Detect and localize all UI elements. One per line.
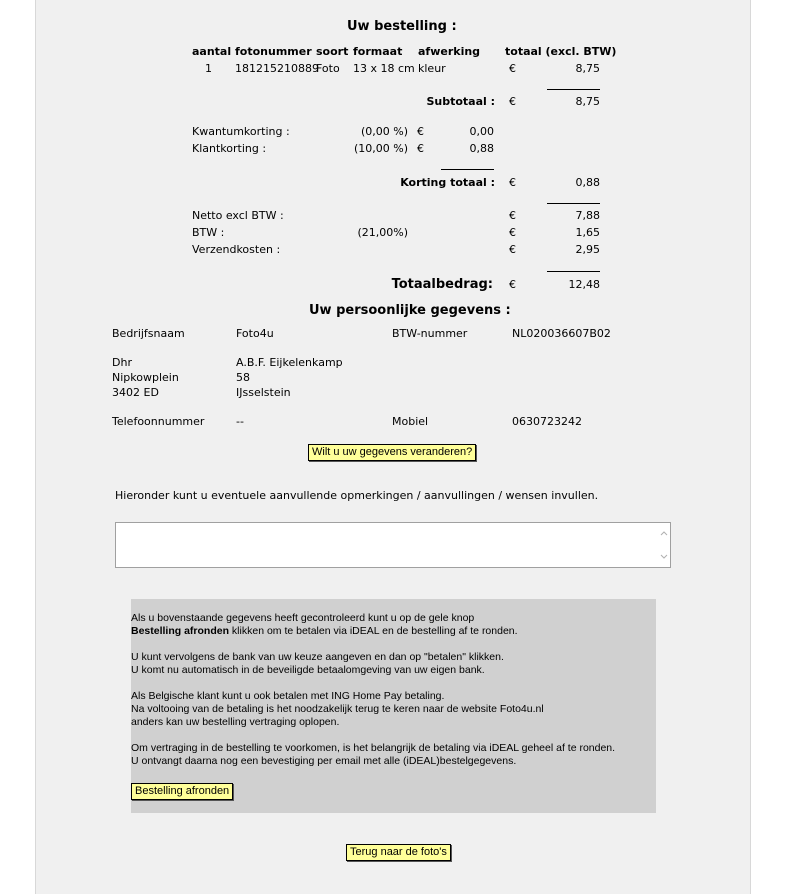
remarks-textarea[interactable] <box>115 522 671 568</box>
discount-total-label: Korting totaal : <box>400 176 495 189</box>
company-label: Bedrijfsnaam <box>112 327 185 340</box>
remarks-label: Hieronder kunt u eventuele aanvullende opmerkingen / aanvullingen / wensen invullen. <box>115 489 599 502</box>
info-line: U komt nu automatisch in de beveiligde betaalomgeving van uw eigen bank. <box>131 664 485 676</box>
mobile-label: Mobiel <box>392 415 429 428</box>
mobile-value: 0630723242 <box>512 415 582 428</box>
grand-total-value: 12,48 <box>568 278 600 291</box>
house-number: 58 <box>236 371 250 384</box>
info-line: U kunt vervolgens de bank van uw keuze aangeven en dan op "betalen" klikken. <box>131 651 504 663</box>
info-line: Als u bovenstaande gegevens heeft gecontroleerd kunt u op de gele knop <box>131 612 475 624</box>
discount-value: 0,00 <box>469 125 494 138</box>
city: IJsselstein <box>236 386 291 399</box>
grand-total-label: Totaalbedrag: <box>391 277 493 292</box>
shipping-label: Verzendkosten : <box>192 243 281 256</box>
change-details-button[interactable]: Wilt u uw gegevens veranderen? <box>308 444 476 461</box>
info-line: U ontvangt daarna nog een bevestiging per email met alle (iDEAL)bestelgegevens. <box>131 755 517 767</box>
row-fotonummer: 181215210889 <box>235 62 319 75</box>
info-line: anders kan uw bestelling vertraging oplopen. <box>131 716 340 728</box>
salutation: Dhr <box>112 356 132 369</box>
finish-order-button[interactable]: Bestelling afronden <box>131 783 233 800</box>
shipping-currency: € <box>509 243 516 256</box>
info-line: Als Belgische klant kunt u ook betalen met ING Home Pay betaling. <box>131 690 445 702</box>
row-afwerking: kleur <box>418 62 446 75</box>
info-text: klikken om te betalen via iDEAL en de bestelling af te ronden. <box>229 625 518 637</box>
col-header-afwerking: afwerking <box>418 45 481 58</box>
btw-pct: (21,00%) <box>357 226 408 239</box>
row-formaat: 13 x 18 cm <box>353 62 415 75</box>
street: Nipkowplein <box>112 371 179 384</box>
discount-label: Klantkorting : <box>192 142 267 155</box>
discount-total-value: 0,88 <box>575 176 600 189</box>
discount-total-currency: € <box>509 176 516 189</box>
discount-pct: (10,00 %) <box>353 142 408 155</box>
vat-value: NL020036607B02 <box>512 327 611 340</box>
net-currency: € <box>509 209 516 222</box>
subtotal-currency: € <box>509 95 516 108</box>
info-line: Om vertraging in de bestelling te voorkomen, is het belangrijk de betaling via iDEAL geheel af te ronden. <box>131 742 616 754</box>
phone-label: Telefoonnummer <box>112 415 205 428</box>
net-label: Netto excl BTW : <box>192 209 284 222</box>
textarea-scrollbar[interactable] <box>659 527 669 563</box>
col-header-totaal: totaal (excl. BTW) <box>505 45 617 58</box>
postcode: 3402 ED <box>112 386 159 399</box>
company-value: Foto4u <box>236 327 274 340</box>
scroll-up-icon[interactable] <box>661 532 667 535</box>
divider <box>547 271 600 272</box>
btw-currency: € <box>509 226 516 239</box>
order-title: Uw bestelling : <box>347 19 457 34</box>
divider <box>547 89 600 90</box>
discount-currency: € <box>417 125 424 138</box>
col-header-fotonummer: fotonummer <box>235 45 312 58</box>
back-to-photos-button[interactable]: Terug naar de foto's <box>346 844 451 861</box>
discount-label: Kwantumkorting : <box>192 125 290 138</box>
row-soort: Foto <box>316 62 340 75</box>
subtotal-value: 8,75 <box>575 95 600 108</box>
row-currency: € <box>509 62 516 75</box>
col-header-formaat: formaat <box>353 45 403 58</box>
divider <box>547 203 600 204</box>
info-bold-text: Bestelling afronden <box>131 625 230 637</box>
btw-label: BTW : <box>192 226 225 239</box>
scroll-down-icon[interactable] <box>661 555 667 558</box>
subtotal-label: Subtotaal : <box>426 95 495 108</box>
discount-currency: € <box>417 142 424 155</box>
info-line <box>131 625 518 637</box>
phone-value: -- <box>236 415 244 428</box>
net-value: 7,88 <box>575 209 600 222</box>
personal-title: Uw persoonlijke gegevens : <box>309 303 511 318</box>
btw-value: 1,65 <box>575 226 600 239</box>
row-totaal: 8,75 <box>575 62 600 75</box>
shipping-value: 2,95 <box>575 243 600 256</box>
discount-value: 0,88 <box>469 142 494 155</box>
grand-total-currency: € <box>509 278 516 291</box>
row-aantal: 1 <box>205 62 212 75</box>
divider <box>441 169 494 170</box>
vat-label: BTW-nummer <box>392 327 468 340</box>
col-header-aantal: aantal <box>192 45 232 58</box>
customer-name: A.B.F. Eijkelenkamp <box>236 356 343 369</box>
col-header-soort: soort <box>316 45 349 58</box>
discount-pct: (0,00 %) <box>360 125 408 138</box>
info-line: Na voltooing van de betaling is het noodzakelijk terug te keren naar de website Foto4u.nl <box>131 703 544 715</box>
